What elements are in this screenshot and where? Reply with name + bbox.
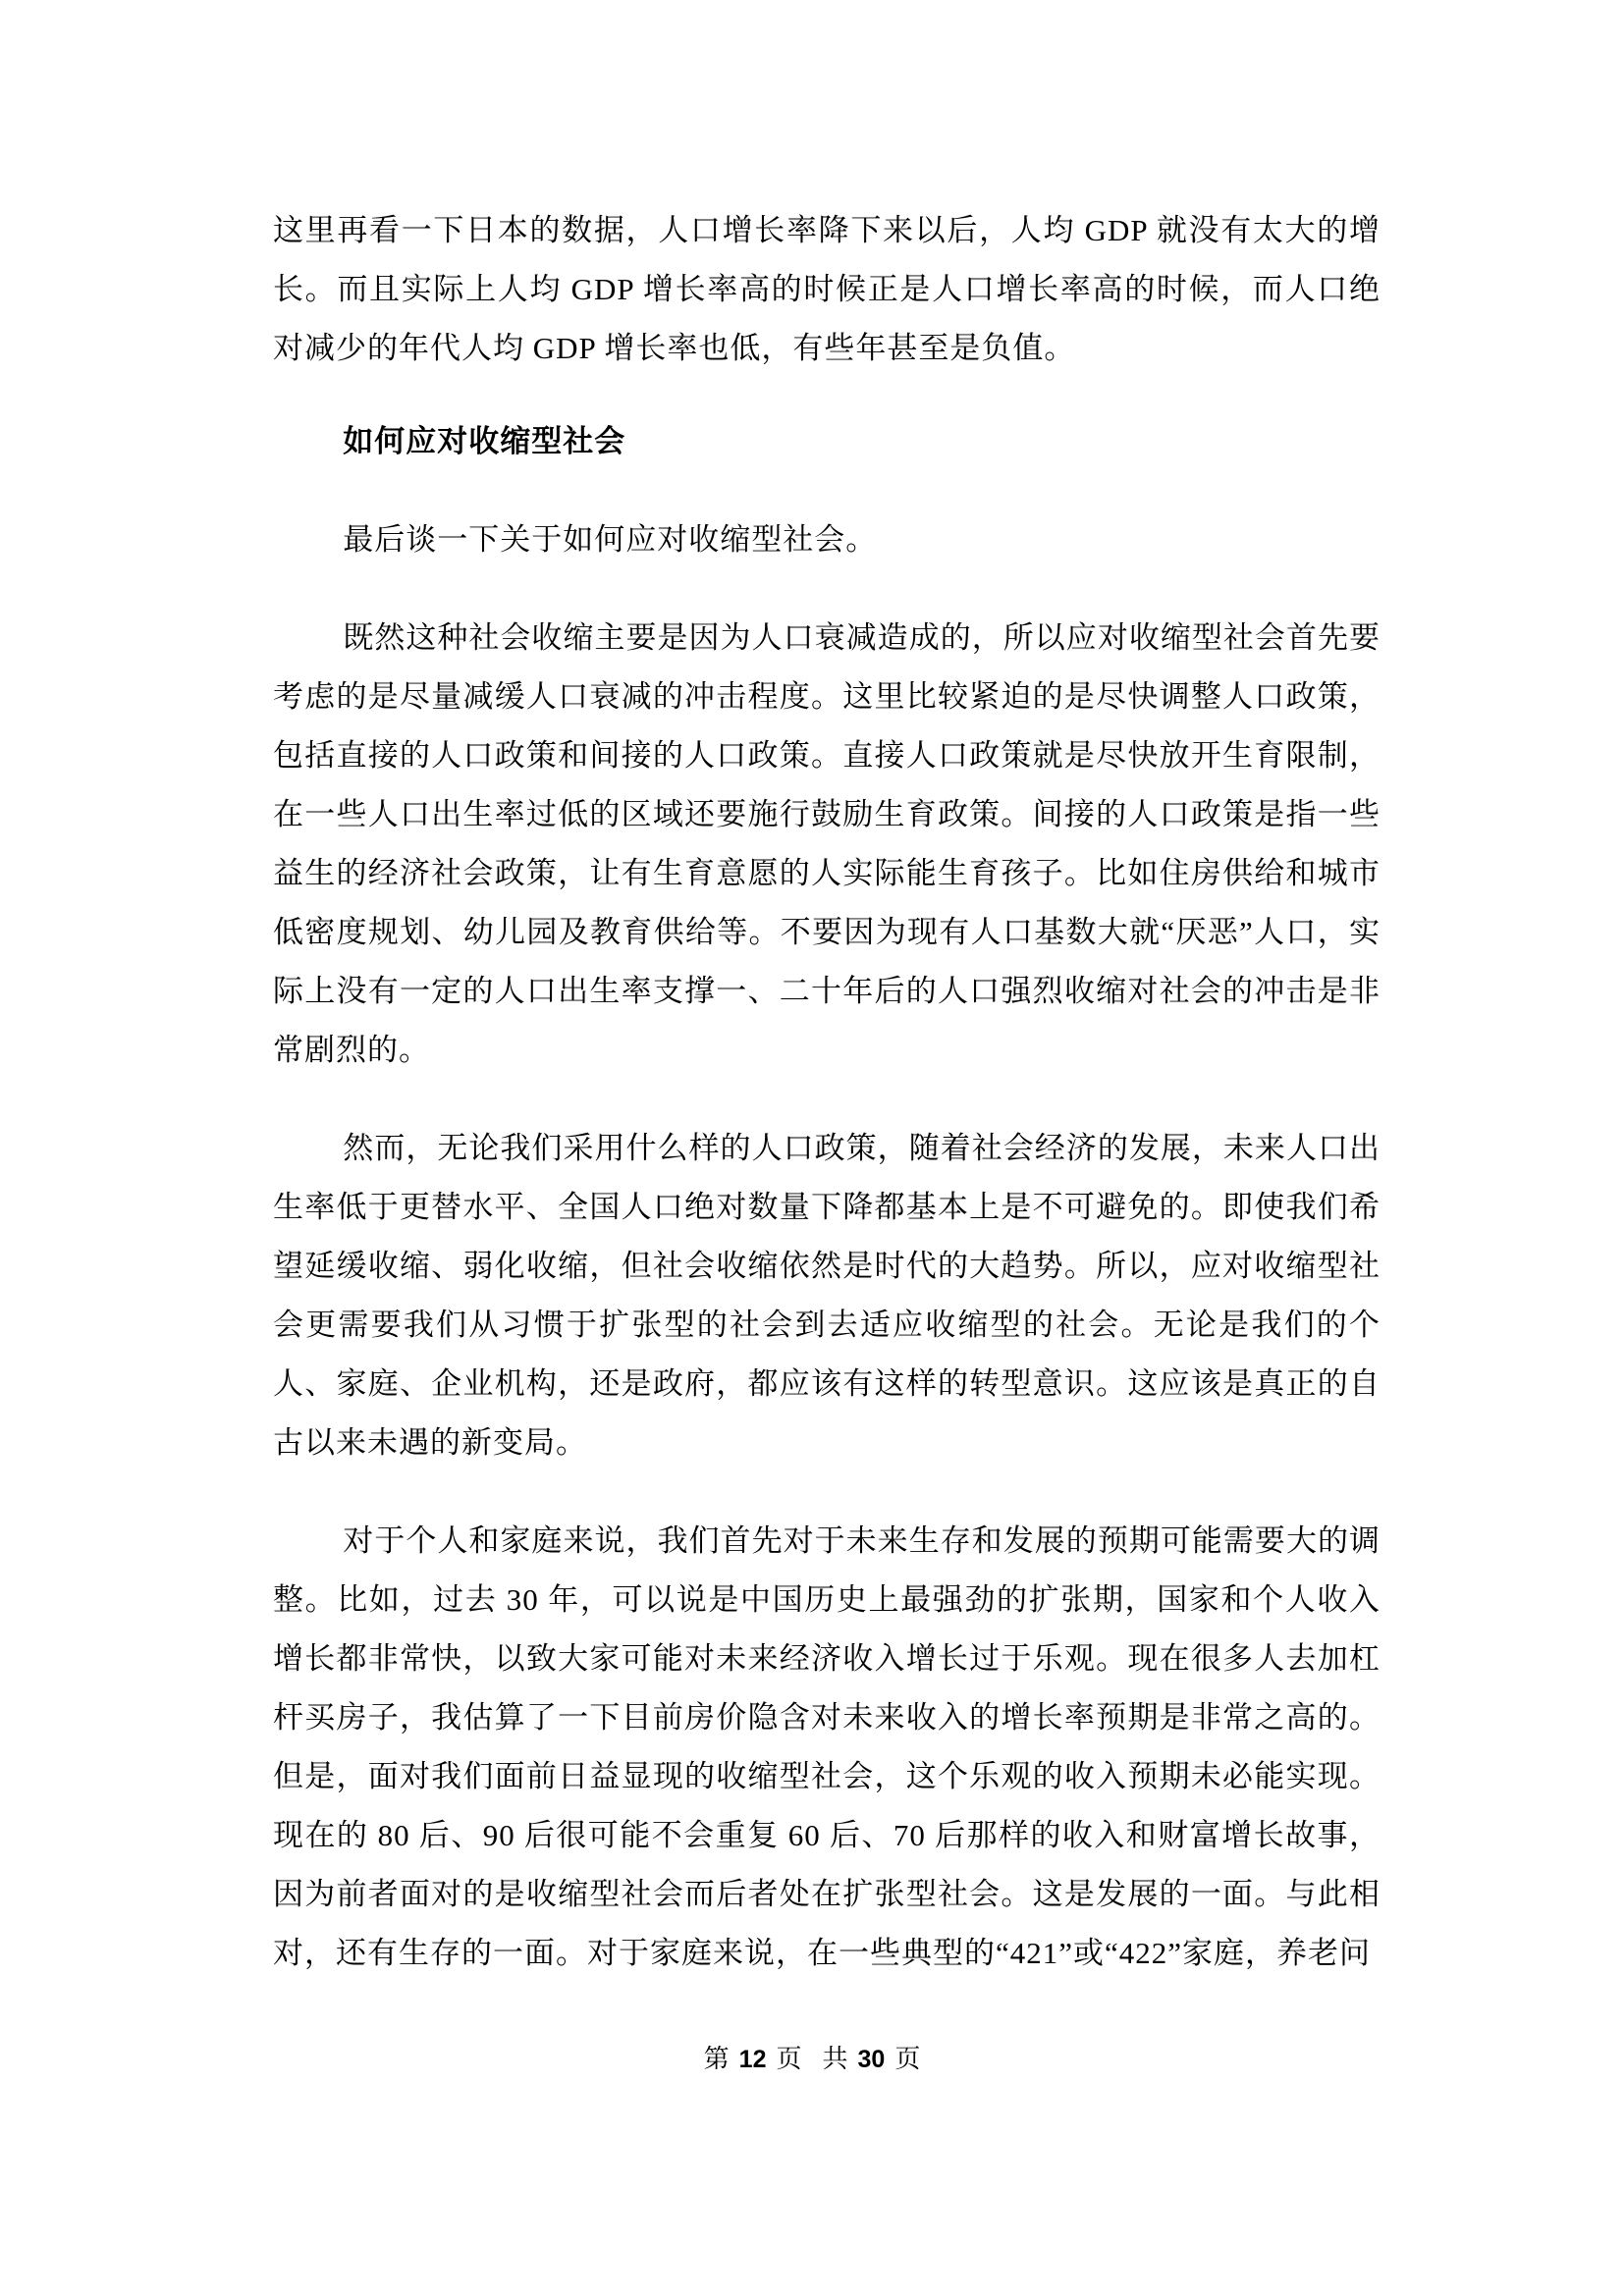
footer-total-label: 页 [894,2045,921,2073]
paragraph-shrinking-trend: 然而，无论我们采用什么样的人口政策，随着社会经济的发展，未来人口出生率低于更替水平、全国人口绝对数量下降都基本上是不可避免的。即使我们希望延缓收缩、弱化收缩，但社会收缩依然是时代的大趋势。所以，应对收缩型社会更需要我们从习惯于扩张型的社会到去适应收缩型的社会。无论是我们的个人、家庭、企业机构，还是政府，都应该有这样的转型意识。这应该是真正的自古以来未遇的新变局。 [273,1131,1380,1460]
section-heading: 如何应对收缩型社会 [343,424,626,458]
footer-prefix: 第 [703,2045,730,2073]
paragraph-individual-family: 对于个人和家庭来说，我们首先对于未来生存和发展的预期可能需要大的调整。比如，过去 30 年，可以说是中国历史上最强劲的扩张期，国家和个人收入增长都非常快，以致大家可能对未来经济收入增长过于乐观。现在很多人去加杠杆买房子，我估算了一下目前房价隐含对未来收入的增长率预期是非常之高的。但是，面对我们面前日益显现的收缩型社会，这个乐观的收入预期未必能实现。现在的 80 后、90 后很可能不会重复 60 后、70 后那样的收入和财富增长故事，因为前者面对的是收缩型社会而后者处在扩张型社会。这是发展的一面。与此相对，还有生存的一面。对于家庭来说，在一些典型的“421”或“422”家庭，养老问 [273,1523,1380,1970]
footer-total-prefix: 共 [822,2045,848,2073]
page-footer [0,2040,1624,2079]
footer-page-label: 页 [776,2045,802,2073]
paragraph-japan-gdp: 这里再看一下日本的数据，人口增长率降下来以后，人均 GDP 就没有太大的增长。而且实际上人均 GDP 增长率高的时候正是人口增长率高的时候，而人口绝对减少的年代人均 GDP 增长率也低，有些年甚至是负值。 [273,213,1380,365]
footer-page-number: 12 [738,2046,767,2073]
paragraph-population-policy: 既然这种社会收缩主要是因为人口衰减造成的，所以应对收缩型社会首先要考虑的是尽量减缓人口衰减的冲击程度。这里比较紧迫的是尽快调整人口政策，包括直接的人口政策和间接的人口政策。直接人口政策就是尽快放开生育限制，在一些人口出生率过低的区域还要施行鼓励生育政策。间接的人口政策是指一些益生的经济社会政策，让有生育意愿的人实际能生育孩子。比如住房供给和城市低密度规划、幼儿园及教育供给等。不要因为现有人口基数大就“厌恶”人口，实际上没有一定的人口出生率支撑一、二十年后的人口强烈收缩对社会的冲击是非常剧烈的。 [273,620,1380,1067]
footer-total-pages: 30 [857,2046,886,2073]
paragraph-section-intro: 最后谈一下关于如何应对收缩型社会。 [343,522,878,557]
